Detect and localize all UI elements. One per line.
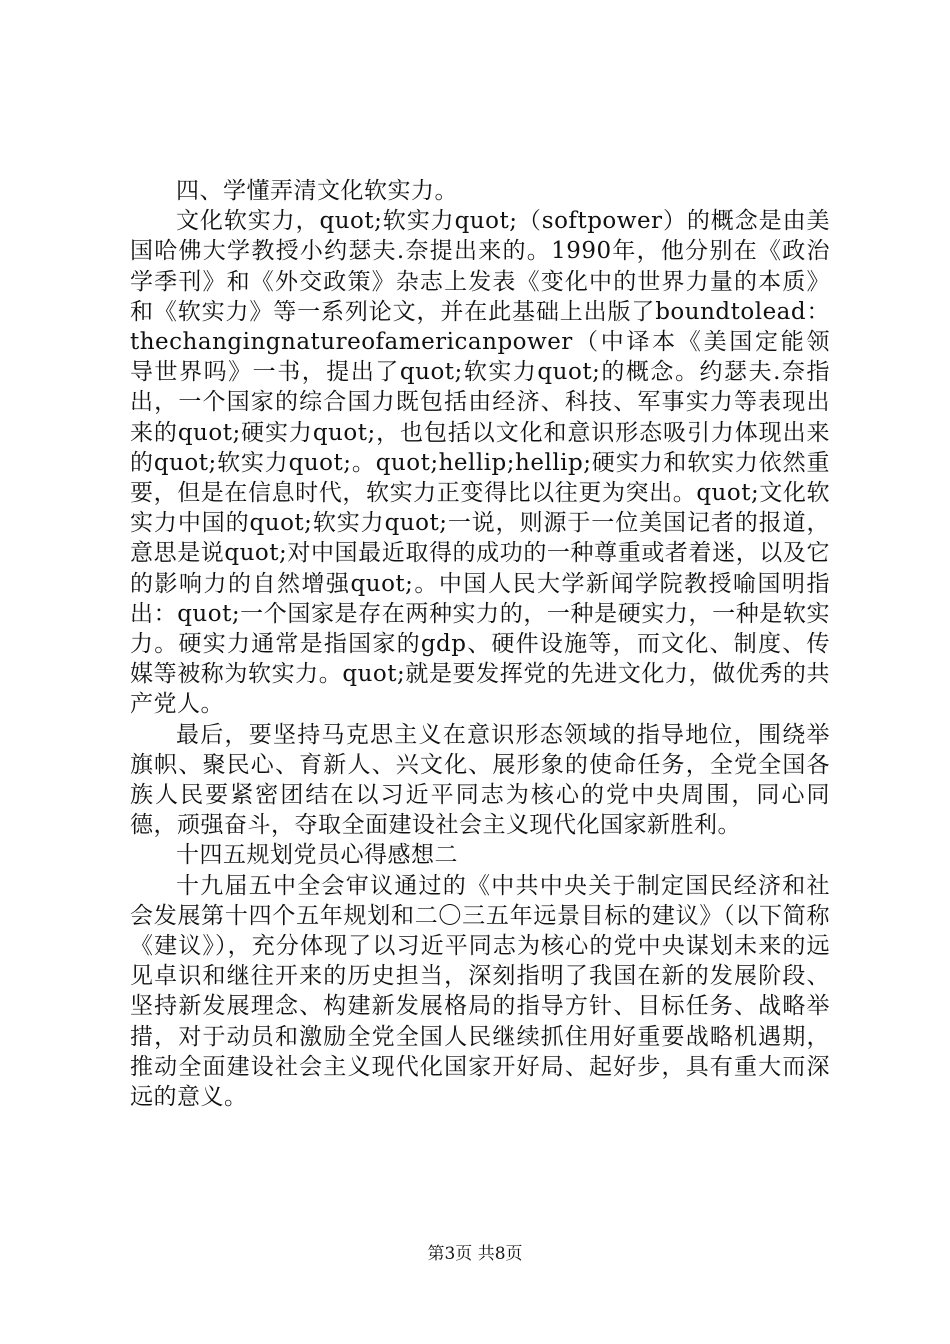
document-body (130, 176, 830, 1112)
section-heading-soft-power: 四、学懂弄清文化软实力。 (176, 178, 458, 204)
paragraph-conclusion: 最后，要坚持马克思主义在意识形态领域的指导地位，围绕举旗帜、聚民心、育新人、兴文化、展形象的使命任务，全党全国各族人民要紧密团结在以习近平同志为核心的党中央周围，同心同德，顽强奋斗，夺取全面建设社会主义现代化国家新胜利。 (130, 721, 830, 839)
paragraph-plenary-proposal: 十九届五中全会审议通过的《中共中央关于制定国民经济和社会发展第十四个五年规划和二〇三五年远景目标的建议》（以下简称《建议》），充分体现了以习近平同志为核心的党中央谋划未来的远见卓识和继往开来的历史担当，深刻指明了我国在新的发展阶段、坚持新发展理念、构建新发展格局的指导方针、目标任务、战略举措，对于动员和激励全党全国人民继续抓住用好重要战略机遇期，推动全面建设社会主义现代化国家开好局、起好步，具有重大而深远的意义。 (130, 872, 830, 1111)
section-heading-reflection-two: 十四五规划党员心得感想二 (176, 842, 458, 869)
paragraph-soft-power-definition: 文化软实力，quot;软实力quot;（softpower）的概念是由美国哈佛大学教授小约瑟夫.奈提出来的。1990年，他分别在《政治学季刊》和《外交政策》杂志上发表《变化中的世界力量的本质》和《软实力》等一系列论文，并在此基础上出版了boundtolead：thechangingnatureofamericanpower（中译本《美国定能领导世界吗》一书，提出了quot;软实力quot;的概念。约瑟夫.奈指出，一个国家的综合国力既包括由经济、科技、军事实力等表现出来的quot;硬实力quot;，也包括以文化和意识形态吸引力体现出来的quot;软实力quot;。quot;hellip;hellip;硬实力和软实力依然重要，但是在信息时代，软实力正变得比以往更为突出。quot;文化软实力中国的quot;软实力quot;一说，则源于一位美国记者的报道，意思是说quot;对中国最近取得的成功的一种尊重或者着迷，以及它的影响力的自然增强quot;。中国人民大学新闻学院教授喻国明指出：quot;一个国家是存在两种实力的，一种是硬实力，一种是软实力。硬实力通常是指国家的gdp、硬件设施等，而文化、制度、传媒等被称为软实力。quot;就是要发挥党的先进文化力，做优秀的共产党人。 (130, 208, 830, 718)
page-number-footer: 第3页 共8页 (427, 1244, 523, 1264)
